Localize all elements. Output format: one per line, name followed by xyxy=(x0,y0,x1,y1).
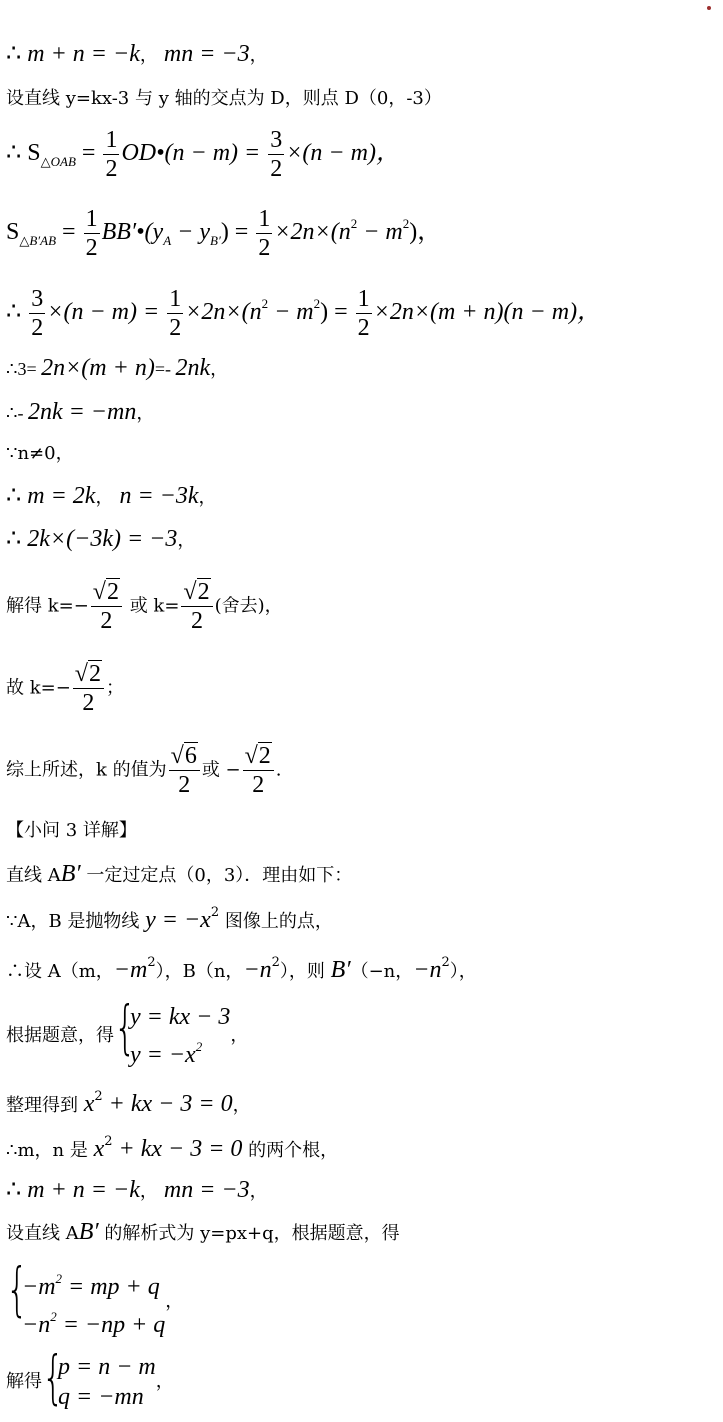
text: =- xyxy=(154,359,176,379)
equation-row: = −np + q xyxy=(56,1312,166,1338)
math-expr: ×(n − m) = xyxy=(47,299,166,326)
numerator: 3 xyxy=(31,286,44,312)
therefore: ∴ xyxy=(6,483,28,509)
equation-row: q = −mn xyxy=(58,1384,144,1410)
equation-row: y = −x xyxy=(130,1042,196,1068)
sqrt: √2 xyxy=(183,579,210,605)
fraction xyxy=(256,207,272,260)
equation-system xyxy=(42,1343,156,1412)
math-expr: −n xyxy=(243,957,272,983)
text: ∴ S xyxy=(6,140,41,167)
superscript: 2 xyxy=(350,216,358,232)
line-2: 设直线 y=kx-3 与 y 轴的交点为 D，则点 D（0，-3） xyxy=(6,88,442,109)
corner-mark xyxy=(707,6,711,10)
line-24 xyxy=(6,1343,174,1412)
numerator: 1 xyxy=(105,127,118,153)
superscript: 2 xyxy=(50,1309,57,1324)
text: 整理得到 xyxy=(6,1095,84,1116)
line-15 xyxy=(6,862,352,886)
line-12 xyxy=(6,662,124,715)
superscript: 2 xyxy=(195,1039,203,1054)
superscript: 2 xyxy=(210,905,220,920)
text: ) = xyxy=(320,299,354,326)
fraction xyxy=(268,128,284,181)
denominator: 2 xyxy=(73,688,104,715)
superscript: 2 xyxy=(261,296,269,312)
denominator: 2 xyxy=(258,235,271,261)
text: ），B（n， xyxy=(155,961,244,982)
brace: { xyxy=(6,1255,29,1323)
numerator: 1 xyxy=(357,286,370,312)
text: ， xyxy=(232,1095,251,1116)
text: 的两个根， xyxy=(242,1140,339,1161)
brace: { xyxy=(42,1343,65,1411)
subscript: △OAB xyxy=(40,154,76,170)
line-9 xyxy=(6,484,217,508)
math-expr: 2nk xyxy=(175,355,211,381)
math-expr: + kx − 3 = 0 xyxy=(102,1091,233,1117)
text: 综上所述，k 的值为 xyxy=(6,759,167,781)
brace: { xyxy=(114,993,137,1061)
line-6 xyxy=(6,356,228,380)
text: 解得 xyxy=(6,1371,42,1392)
equation-row: −n xyxy=(22,1312,51,1338)
math-expr: ×(n − m)， xyxy=(286,140,400,167)
line-11 xyxy=(6,580,283,633)
therefore: ∴ xyxy=(6,1177,28,1203)
text: ； xyxy=(105,677,124,699)
superscript: 2 xyxy=(441,955,450,970)
math-expr: ×2n×(n xyxy=(185,299,262,326)
sqrt-fraction xyxy=(169,744,200,797)
text: ∴设 A（m， xyxy=(6,961,114,982)
superscript: 2 xyxy=(104,1134,113,1149)
radicand: 6 xyxy=(184,743,197,769)
text: 根据题意，得 xyxy=(6,1025,114,1046)
text: ∴m，n 是 xyxy=(6,1140,94,1161)
denominator: 2 xyxy=(270,156,283,182)
numerator: 1 xyxy=(258,206,271,232)
sqrt-fraction xyxy=(73,662,104,715)
text: 或 k= xyxy=(123,595,180,617)
text: 故 k=− xyxy=(6,677,71,699)
line-23 xyxy=(6,1255,184,1340)
text: 一定过定点（0，3）．理由如下： xyxy=(80,865,353,886)
line-19 xyxy=(6,1090,251,1116)
text: 解得 k=− xyxy=(6,595,89,617)
sqrt: √6 xyxy=(170,743,197,769)
superscript: 2 xyxy=(147,955,156,970)
text: S xyxy=(6,219,20,246)
text: 的解析式为 y=px+q，根据题意，得 xyxy=(98,1223,400,1244)
text: ， xyxy=(139,45,158,65)
math-expr: y = −x xyxy=(145,907,211,933)
superscript: 2 xyxy=(271,955,280,970)
fraction xyxy=(167,287,183,340)
math-expr: − m xyxy=(268,299,314,326)
numerator: 1 xyxy=(85,206,98,232)
math-expr: + kx − 3 = 0 xyxy=(112,1136,243,1162)
math-expr: x xyxy=(83,1091,95,1117)
text: = xyxy=(56,219,82,246)
sqrt: √2 xyxy=(244,743,271,769)
math-expr: − m xyxy=(357,219,403,246)
text: (舍去)， xyxy=(214,595,283,617)
fraction xyxy=(29,287,45,340)
text: ， xyxy=(165,1291,184,1312)
sqrt: √2 xyxy=(92,579,119,605)
denominator: 2 xyxy=(243,770,274,797)
fraction xyxy=(356,287,372,340)
text: )， xyxy=(409,219,442,246)
denominator: 2 xyxy=(169,315,182,341)
equation-row: y = kx − 3 xyxy=(130,1004,231,1030)
line-21 xyxy=(6,1178,268,1202)
therefore: ∴ xyxy=(6,41,28,67)
text: ∵A，B 是抛物线 xyxy=(6,911,146,932)
math-expr: m + n = −k xyxy=(27,41,140,67)
equation-row: p = n − m xyxy=(58,1354,156,1380)
therefore: ∴ xyxy=(6,299,28,326)
denominator: 2 xyxy=(181,606,212,633)
sqrt-fraction xyxy=(181,580,212,633)
math-expr: 2nk = −mn xyxy=(27,399,137,425)
superscript: 2 xyxy=(94,1089,103,1104)
math-expr: − y xyxy=(171,219,211,246)
math-expr: x xyxy=(93,1136,105,1162)
text: ， xyxy=(155,1371,174,1392)
line-3 xyxy=(6,128,400,181)
text: ）， xyxy=(449,961,477,982)
section-heading: 【小问 3 详解】 xyxy=(6,820,137,841)
text: ) = xyxy=(220,219,255,246)
line-10 xyxy=(6,527,195,551)
fraction xyxy=(103,128,119,181)
math-expr: 2k×(−3k) = −3 xyxy=(27,526,178,552)
sqrt-fraction xyxy=(243,744,274,797)
sqrt: √2 xyxy=(74,661,101,687)
math-expr: ×2n×(n xyxy=(274,219,351,246)
line-7 xyxy=(6,400,154,424)
text: 图像上的点， xyxy=(219,911,333,932)
equation-system xyxy=(6,1255,166,1340)
denominator: 2 xyxy=(85,235,98,261)
math-expr: m = 2k xyxy=(27,483,96,509)
radicand: 2 xyxy=(88,661,101,687)
denominator: 2 xyxy=(357,315,370,341)
text: 直线 A xyxy=(6,865,61,886)
text: ， xyxy=(136,403,155,423)
line-4 xyxy=(6,207,441,260)
equation-row: = mp + q xyxy=(62,1274,160,1300)
text: 或 − xyxy=(201,759,241,781)
line-18 xyxy=(6,993,249,1070)
line-20 xyxy=(6,1135,338,1161)
equation-system xyxy=(114,993,231,1070)
line-1 xyxy=(6,42,268,66)
text: ， xyxy=(139,1181,158,1201)
math-expr: 2n×(m + n) xyxy=(41,355,155,381)
radicand: 2 xyxy=(258,743,271,769)
line-8: ∵n≠0， xyxy=(6,443,74,464)
math-expr: OD•(n − m) = xyxy=(121,140,267,167)
math-expr: mn = −3 xyxy=(163,1177,250,1203)
text: = xyxy=(75,140,102,167)
text: ， xyxy=(230,1025,249,1046)
subscript: △B′AB xyxy=(19,233,57,249)
radicand: 2 xyxy=(106,579,119,605)
text: （−n， xyxy=(350,961,414,982)
math-expr: BB′•(y xyxy=(101,219,164,246)
text: ， xyxy=(198,487,217,507)
line-5 xyxy=(6,287,601,340)
denominator: 2 xyxy=(91,606,122,633)
denominator: 2 xyxy=(169,770,200,797)
equation-row: −m xyxy=(22,1274,56,1300)
superscript: 2 xyxy=(313,296,321,312)
numerator: 3 xyxy=(270,127,283,153)
math-expr: −n xyxy=(413,957,442,983)
math-expr: n = −3k xyxy=(119,483,199,509)
text: ， xyxy=(177,530,196,550)
text: ， xyxy=(249,45,268,65)
subscript: A xyxy=(163,233,172,249)
therefore: ∴ xyxy=(6,526,28,552)
text: ， xyxy=(95,487,114,507)
text: . xyxy=(275,759,282,781)
line-17 xyxy=(6,956,477,982)
line-22 xyxy=(6,1220,400,1244)
line-16 xyxy=(6,906,333,932)
text: ， xyxy=(249,1181,268,1201)
denominator: 2 xyxy=(31,315,44,341)
math-expr: B′ xyxy=(78,1219,99,1245)
superscript: 2 xyxy=(55,1271,63,1286)
text: ∴3= xyxy=(6,359,42,379)
math-expr: mn = −3 xyxy=(163,41,250,67)
sqrt-fraction xyxy=(91,580,122,633)
text: ∴- xyxy=(6,403,28,423)
math-expr: m + n = −k xyxy=(27,1177,140,1203)
superscript: 2 xyxy=(402,216,410,232)
numerator: 1 xyxy=(169,286,182,312)
subscript: B′ xyxy=(210,233,221,249)
fraction xyxy=(84,207,100,260)
line-13 xyxy=(6,744,282,797)
math-expr: B′ xyxy=(60,861,81,887)
text: 设直线 A xyxy=(6,1223,79,1244)
text: ， xyxy=(210,359,229,379)
math-expr: ×2n×(m + n)(n − m)， xyxy=(373,299,602,326)
text: ），则 xyxy=(279,961,331,982)
math-expr: −m xyxy=(113,957,148,983)
denominator: 2 xyxy=(105,156,118,182)
radicand: 2 xyxy=(197,579,210,605)
math-expr: B′ xyxy=(330,957,351,983)
